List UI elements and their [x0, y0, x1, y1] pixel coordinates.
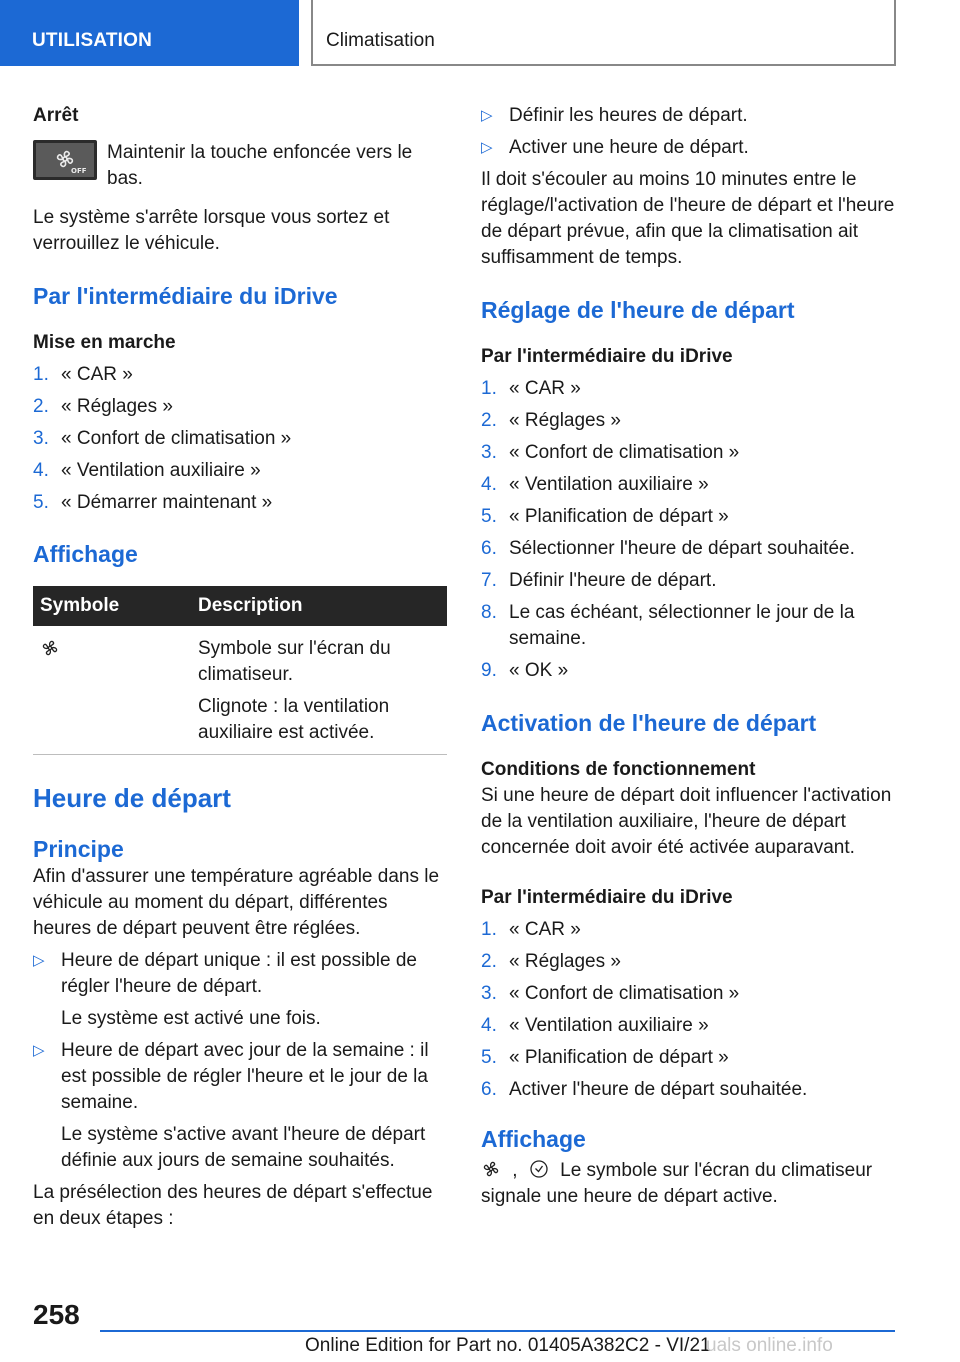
- list-item: 4. « Ventilation auxiliaire »: [481, 1015, 709, 1036]
- chapter-title: Climatisation: [311, 0, 896, 66]
- heure-outro: La présélection des heures de départ s'effectue en deux étapes :: [33, 1182, 433, 1229]
- affichage2-text-block: [481, 1158, 895, 1210]
- fan-icon: [481, 1159, 501, 1179]
- footer-watermark: uals online.info: [706, 1335, 833, 1356]
- list-item: 2. « Réglages »: [481, 410, 621, 431]
- fan-off-icon: [54, 149, 87, 175]
- symbol-table: [33, 586, 447, 755]
- mise-en-marche-heading: Mise en marche: [33, 332, 176, 353]
- list-item: ▷ Heure de départ avec jour de la semaine : il est possible de régler l'heure et le jour de la semaine. Le système s'active avant l'heure de départ définie aux jours de semaine souhaités.: [33, 1040, 429, 1171]
- symbol-cell: [33, 626, 191, 755]
- page-header: [0, 0, 960, 66]
- list-item: 3. « Confort de climatisation »: [481, 983, 740, 1004]
- triangle-bullet-icon: ▷: [33, 1042, 45, 1059]
- arret-instruction: Maintenir la touche enfoncée vers le bas.: [107, 142, 413, 189]
- list-item: ▷ Heure de départ unique : il est possible de régler l'heure de départ. Le système est activé une fois.: [33, 950, 417, 1029]
- triangle-bullet-icon: ▷: [33, 952, 45, 969]
- list-item: 5. « Démarrer maintenant »: [33, 492, 273, 513]
- page-number: 258: [33, 1299, 80, 1330]
- list-item: 4. « Ventilation auxiliaire »: [33, 460, 261, 481]
- conditions-text: Si une heure de départ doit influencer l'activation de la ventilation auxiliaire, l'heure de départ concernée doit avoir été activée auparavant.: [481, 785, 892, 858]
- arret-instruction-block: [33, 140, 447, 192]
- reglage-heading: Réglage de l'heure de départ: [481, 297, 795, 323]
- list-item: 7. Définir l'heure de départ.: [481, 570, 717, 591]
- list-item: 6. Sélectionner l'heure de départ souhaitée.: [481, 538, 855, 559]
- principe-heading: Principe: [33, 836, 124, 862]
- fan-icon: [40, 638, 60, 658]
- list-item: 5. « Planification de départ »: [481, 506, 729, 527]
- list-item: 1. « CAR »: [481, 378, 581, 399]
- triangle-bullet-icon: ▷: [481, 107, 493, 124]
- affichage-heading: Affichage: [33, 541, 138, 567]
- conditions-heading: Conditions de fonctionnement: [481, 759, 756, 780]
- list-item: 2. « Réglages »: [481, 951, 621, 972]
- table-row: [33, 626, 447, 755]
- description-cell: [191, 626, 447, 755]
- list-item: ▷ Définir les heures de départ.: [481, 103, 895, 129]
- idrive-heading: Par l'intermédiaire du iDrive: [33, 283, 338, 309]
- affichage2-text: Le symbole sur l'écran du climatiseur signale une heure de départ active.: [481, 1160, 873, 1207]
- arret-title: Arrêt: [33, 105, 79, 126]
- list-item: 8. Le cas échéant, sélectionner le jour de la semaine.: [481, 602, 855, 649]
- symbol-description-1: Symbole sur l'écran du climatiseur.: [198, 638, 391, 685]
- fan-off-button-image: [33, 140, 97, 180]
- list-item: 2. « Réglages »: [33, 396, 173, 417]
- principe-text: Afin d'assurer une température agréable dans le véhicule au moment du départ, différentes heures de départ peuvent être réglées.: [33, 866, 440, 939]
- col-symbol-header: Symbole: [33, 586, 191, 626]
- icon-separator: ,: [512, 1160, 518, 1181]
- list-item: 6. Activer l'heure de départ souhaitée.: [481, 1079, 808, 1100]
- button-off-label: OFF: [71, 167, 87, 175]
- activation-subheading: Par l'intermédiaire du iDrive: [481, 887, 733, 908]
- footer-divider: [100, 1330, 895, 1332]
- activation-heading: Activation de l'heure de départ: [481, 710, 817, 736]
- reglage-subheading: Par l'intermédiaire du iDrive: [481, 346, 733, 367]
- col-description-header: Description: [191, 586, 447, 626]
- list-item: 4. « Ventilation auxiliaire »: [481, 474, 709, 495]
- triangle-bullet-icon: ▷: [481, 139, 493, 156]
- list-item: 3. « Confort de climatisation »: [33, 428, 292, 449]
- delay-text: Il doit s'écouler au moins 10 minutes entre le réglage/l'activation de l'heure de départ et l'heure de départ prévue, afin que la climatisation ait suffisamment de temps.: [481, 169, 895, 268]
- list-item: 1. « CAR »: [33, 364, 133, 385]
- table-header-row: [33, 586, 447, 626]
- list-item: 5. « Planification de départ »: [481, 1047, 729, 1068]
- heure-depart-heading: Heure de départ: [33, 783, 231, 813]
- list-item: 1. « CAR »: [481, 919, 581, 940]
- symbol-description-2: Clignote : la ventilation auxiliaire est activée.: [198, 696, 390, 743]
- affichage2-heading: Affichage: [481, 1126, 586, 1152]
- list-item: ▷ Activer une heure de départ.: [481, 135, 895, 161]
- list-item: 3. « Confort de climatisation »: [481, 442, 740, 463]
- left-column: [33, 103, 447, 1232]
- arret-text: Le système s'arrête lorsque vous sortez et verrouillez le véhicule.: [33, 207, 390, 254]
- list-item: 9. « OK »: [481, 660, 569, 681]
- footer-edition: Online Edition for Part no. 01405A382C2 - VI/21: [305, 1335, 711, 1356]
- section-tab: UTILISATION: [0, 0, 299, 66]
- right-column: [481, 103, 895, 1210]
- clock-icon: [529, 1159, 549, 1179]
